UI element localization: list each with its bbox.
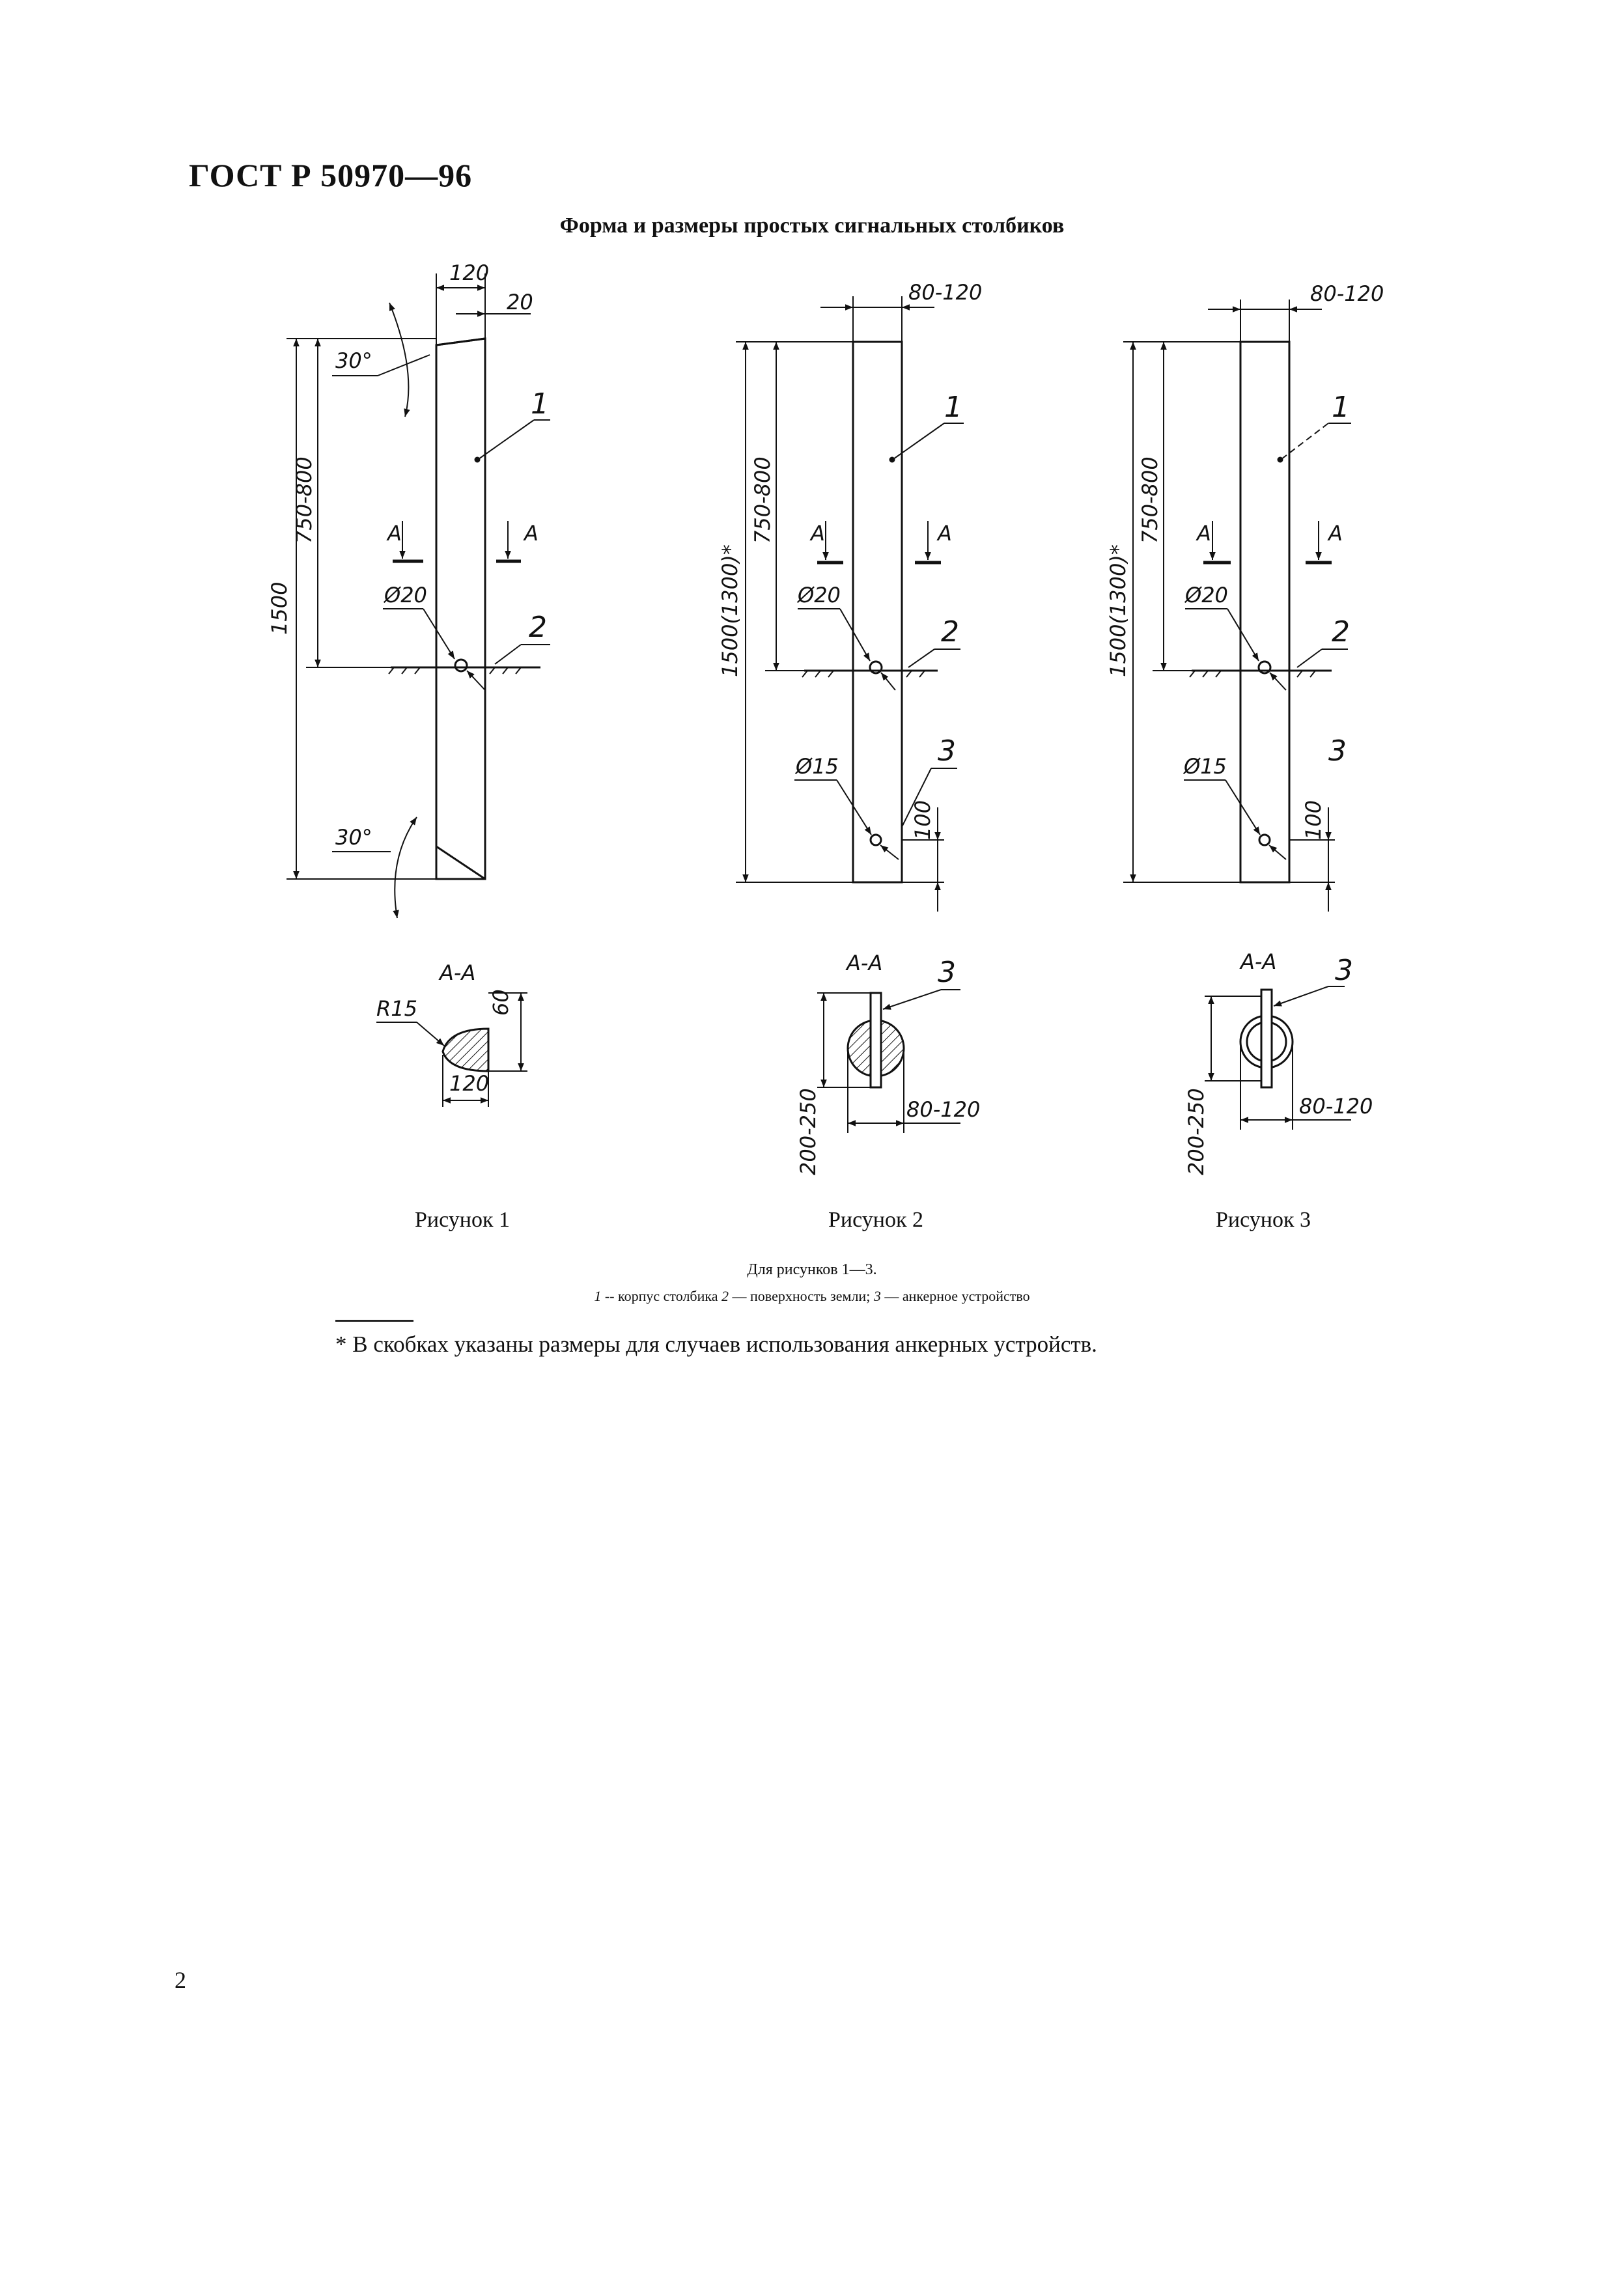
legend-text-2: — поверхность земли; (729, 1288, 874, 1304)
fig2-label-hole-top: Ø20 (798, 583, 841, 607)
fig1-top-bevel (436, 339, 485, 345)
fig3-callout-1: 1 (1332, 391, 1350, 424)
fig2-label-width: 80-120 (908, 280, 983, 305)
document-header: ГОСТ Р 50970—96 (189, 157, 473, 193)
fig1-bottom-bevel (436, 846, 485, 879)
fig1-section-width: 120 (449, 1071, 490, 1096)
fig2-label-hole-offset: 100 (910, 800, 935, 840)
fig3-section-mark-right: A (1328, 521, 1343, 546)
fig2-callout-1: 1 (944, 391, 962, 424)
fig1-post-body (436, 339, 485, 879)
footnote: * В скобках указаны размеры для случаев использования анкерных устройств. (335, 1332, 1097, 1357)
fig1-label-bevel: 20 (507, 290, 533, 314)
fig3-callout-2: 2 (1332, 615, 1350, 649)
fig3-section-anchor (1261, 990, 1272, 1087)
figure-2-labels (718, 280, 982, 840)
fig1-angle-top-arc (389, 303, 408, 417)
fig1-label-hole: Ø20 (384, 583, 427, 607)
fig1-hole (455, 660, 467, 671)
fig2-section-callout-3: 3 (938, 956, 956, 989)
fig2-section-label-anchor: 200-250 (796, 1088, 820, 1175)
fig1-label-angle-bottom: 30° (335, 825, 372, 850)
fig2-section-label-diameter: 80-120 (906, 1097, 981, 1122)
fig3-label-hole-top: Ø20 (1185, 583, 1228, 607)
fig2-post-body (853, 342, 902, 882)
fig2-label-above-ground: 750-800 (750, 456, 775, 544)
fig2-label-total: 1500(1300)* (718, 544, 742, 677)
fig2-section-mark-left: A (811, 521, 825, 546)
fig3-section-label-diameter: 80-120 (1299, 1094, 1373, 1119)
fig3-callout-3: 3 (1328, 734, 1347, 768)
fig3-section-mark-left: A (1197, 521, 1211, 546)
fig1-label-total: 1500 (267, 581, 292, 635)
page-number: 2 (175, 1967, 186, 1993)
fig1-callout-1: 1 (531, 387, 549, 421)
legend-text-1: -- корпус столбика (601, 1288, 722, 1304)
fig3-section-title: А-А (1240, 949, 1277, 974)
fig2-callout-3: 3 (938, 734, 956, 768)
fig1-section-mark-left: A (387, 521, 402, 546)
fig2-label-hole-bottom: Ø15 (796, 754, 839, 779)
fig3-hole-bottom (1259, 835, 1270, 845)
fig1-section-height: 60 (488, 989, 513, 1016)
fig3-label-total: 1500(1300)* (1106, 544, 1130, 677)
legend-num-1: 1 (594, 1288, 602, 1304)
page-title: Форма и размеры простых сигнальных столбиков (559, 214, 1065, 238)
figure-1-caption: Рисунок 1 (415, 1208, 510, 1232)
fig3-label-hole-offset: 100 (1301, 800, 1326, 840)
fig2-section-title: А-А (847, 951, 883, 975)
legend-num-3: 3 (873, 1288, 881, 1304)
figure-3-caption: Рисунок 3 (1216, 1208, 1311, 1232)
legend-text-3: — анкерное устройство (880, 1288, 1030, 1304)
fig3-post-body (1240, 342, 1289, 882)
legend-title: Для рисунков 1—3. (747, 1261, 877, 1278)
footnote-rule (335, 1320, 413, 1322)
fig3-label-width: 80-120 (1310, 281, 1384, 306)
figure-3-labels (1106, 281, 1384, 840)
fig2-callout-2: 2 (941, 615, 959, 649)
legend-num-2: 2 (721, 1288, 729, 1304)
legend-items (0, 1288, 1624, 1305)
figure-1-labels (267, 260, 549, 850)
fig3-section-label-anchor: 200-250 (1184, 1088, 1209, 1175)
fig1-label-width: 120 (449, 260, 490, 285)
fig1-label-above-ground: 750-800 (292, 456, 316, 544)
fig2-section-mark-right: A (938, 521, 952, 546)
fig1-section-radius: R15 (376, 996, 417, 1021)
figure-2-caption: Рисунок 2 (828, 1208, 923, 1232)
fig2-hole-bottom (871, 835, 881, 845)
fig3-label-hole-bottom: Ø15 (1184, 754, 1227, 779)
fig1-angle-bottom-arc (395, 817, 417, 918)
fig3-label-above-ground: 750-800 (1138, 456, 1162, 544)
fig1-section-mark-right: A (524, 521, 539, 546)
fig1-callout-2: 2 (529, 611, 547, 644)
fig3-section-callout-3: 3 (1335, 954, 1353, 987)
fig1-section-title: А-А (440, 960, 476, 985)
fig2-section-anchor (871, 993, 881, 1087)
fig1-label-angle-top: 30° (335, 348, 372, 373)
fig1-section-shape (443, 1029, 488, 1071)
